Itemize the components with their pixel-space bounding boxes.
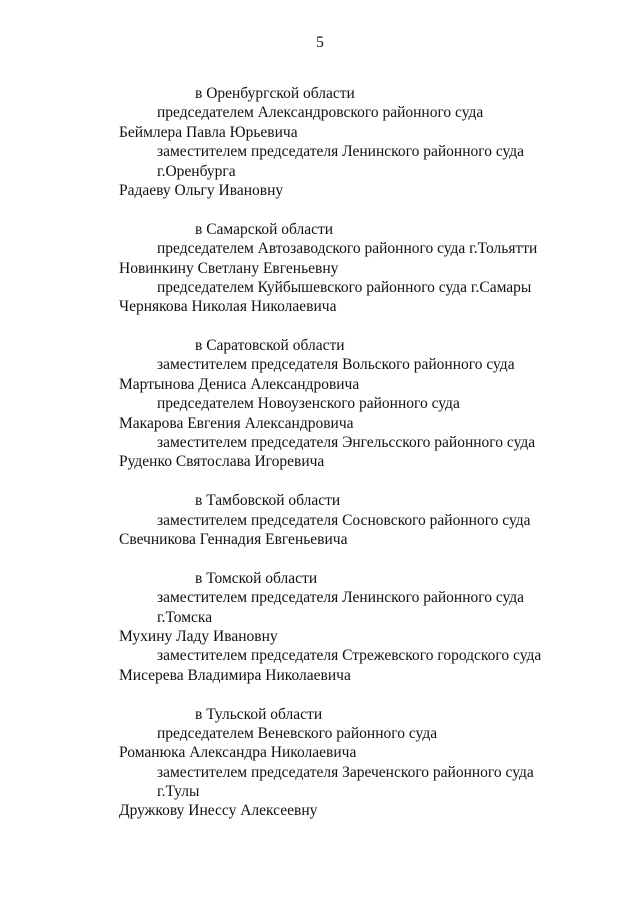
appointee-name: Руденко Святослава Игоревича [119,453,325,471]
appointee-name: Новинкину Светлану Евгеньевну [119,259,339,277]
region-block [0,220,640,317]
position-title: г.Томска [157,608,213,626]
position-title: заместителем председателя Зареченского районного суда [157,763,534,781]
position-title: заместителем председателя Сосновского районного суда [157,511,531,529]
appointee-name: Мартынова Дениса Александровича [119,375,360,393]
position-title: заместителем председателя Ленинского районного суда [157,143,525,161]
position-title: заместителем председателя Вольского районного суда [157,356,515,374]
region-heading: в Тульской области [195,705,323,723]
region-heading: в Томской области [195,569,318,587]
position-title: г.Тулы [157,783,200,801]
region-block [0,491,640,549]
region-block [0,705,640,821]
position-title: заместителем председателя Ленинского районного суда [157,589,525,607]
position-title: заместителем председателя Стрежевского городского суда [157,647,542,665]
region-heading: в Саратовской области [195,337,345,355]
appointee-name: Мисерева Владимира Николаевича [119,666,351,684]
position-title: заместителем председателя Энгельсского районного суда [157,434,536,452]
position-title: г.Оренбурга [157,162,236,180]
region-heading: в Оренбургской области [195,85,355,102]
position-title: председателем Веневского районного суда [157,724,438,742]
appointee-name: Радаеву Ольгу Ивановну [119,181,284,199]
region-heading: в Тамбовской области [195,492,341,510]
position-title: председателем Куйбышевского районного суда г.Самары [157,278,532,296]
position-title: председателем Автозаводского районного суда г.Тольятти [157,240,538,258]
appointee-name: Чернякова Николая Николаевича [119,298,337,316]
region-block [0,84,640,200]
region-block [0,336,640,472]
document-body [0,84,640,821]
region-block [0,569,640,685]
appointee-name: Мухину Ладу Ивановну [119,627,278,645]
page-number: 5 [316,34,324,51]
appointee-name: Свечникова Геннадия Евгеньевича [119,530,348,548]
appointee-name: Макарова Евгения Александровича [119,414,354,432]
appointee-name: Романюка Александра Николаевича [119,744,357,762]
position-title: председателем Александровского районного суда [157,104,484,122]
position-title: председателем Новоузенского районного суда [157,395,460,413]
region-heading: в Самарской области [195,220,334,238]
appointee-name: Беймлера Павла Юрьевича [119,123,298,141]
appointee-name: Дружкову Инессу Алексеевну [119,802,318,820]
